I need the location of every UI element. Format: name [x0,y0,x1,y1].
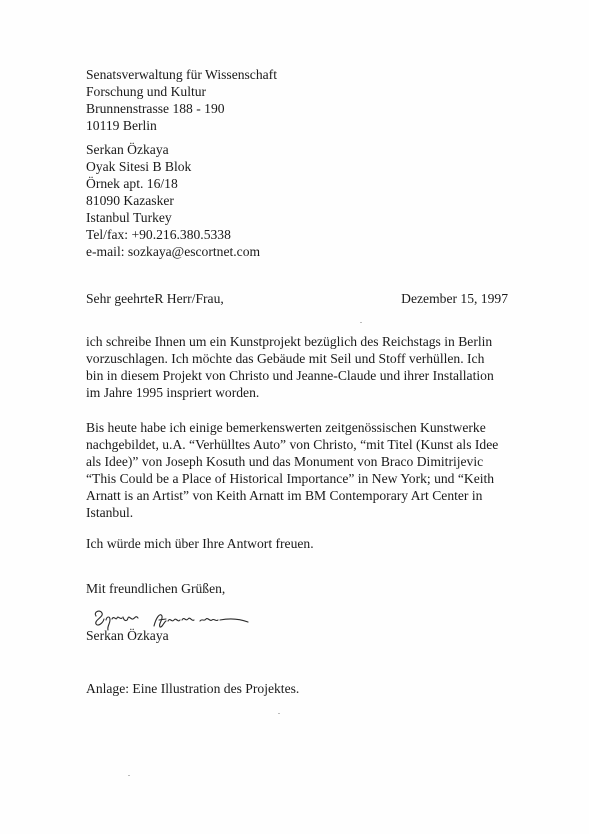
address-line: Örnek apt. 16/18 [86,176,178,191]
email: e-mail: sozkaya@escortnet.com [86,244,261,259]
paragraph-line: bin in diesem Projekt von Christo und Jeanne-Claude und ihrer Installation [86,368,494,383]
address-line: 10119 Berlin [86,118,157,133]
paper-speck [360,322,362,323]
paragraph-2 [86,419,526,521]
paragraph-line: “This Could be a Place of Historical Importance” in New York; und “Keith [86,471,495,486]
phone-fax: Tel/fax: +90.216.380.5338 [86,227,231,242]
enclosure-line: Anlage: Eine Illustration des Projektes. [86,681,300,696]
paragraph-line: Bis heute habe ich einige bemerkenswerten zeitgenössischen Kunstwerke [86,420,486,435]
address-line: Istanbul Turkey [86,210,172,225]
address-line: Oyak Sitesi B Blok [86,159,192,174]
address-line: Senatsverwaltung für Wissenschaft [86,67,277,82]
paragraph-line: nachgebildet, u.A. “Verhülltes Auto” von Christo, “mit Titel (Kunst als Idee [86,437,499,452]
sender-name: Serkan Özkaya [86,142,169,157]
paper-speck [278,713,280,714]
address-line: Forschung und Kultur [86,84,207,99]
closing-line: Mit freundlichen Grüßen, [86,581,226,596]
salutation: Sehr geehrteR Herr/Frau, [86,291,224,306]
paragraph-line: Ich würde mich über Ihre Antwort freuen. [86,536,314,551]
paragraph-line: im Jahre 1995 inspriert worden. [86,385,260,400]
salutation-row [86,290,508,308]
paragraph-3 [86,535,526,552]
address-line: 81090 Kazasker [86,193,174,208]
paragraph-line: Arnatt is an Artist” von Keith Arnatt im BM Contemporary Art Center in [86,488,483,503]
signer-name-block [86,627,526,644]
paragraph-1 [86,333,526,401]
paragraph-line: vorzuschlagen. Ich möchte das Gebäude mit Seil und Stoff verhüllen. Ich [86,351,485,366]
paragraph-line: als Idee)” von Joseph Kosuth und das Monument von Braco Dimitrijevic [86,454,484,469]
letter-date: Dezember 15, 1997 [401,291,508,306]
signer-name: Serkan Özkaya [86,628,169,643]
closing [86,580,526,597]
sender-address [86,141,526,260]
recipient-address [86,66,526,134]
paragraph-line: Istanbul. [86,505,134,520]
address-line: Brunnenstrasse 188 - 190 [86,101,225,116]
enclosure-note [86,680,526,697]
paragraph-line: ich schreibe Ihnen um ein Kunstprojekt bezüglich des Reichstags in Berlin [86,334,493,349]
paper-speck [128,775,130,776]
